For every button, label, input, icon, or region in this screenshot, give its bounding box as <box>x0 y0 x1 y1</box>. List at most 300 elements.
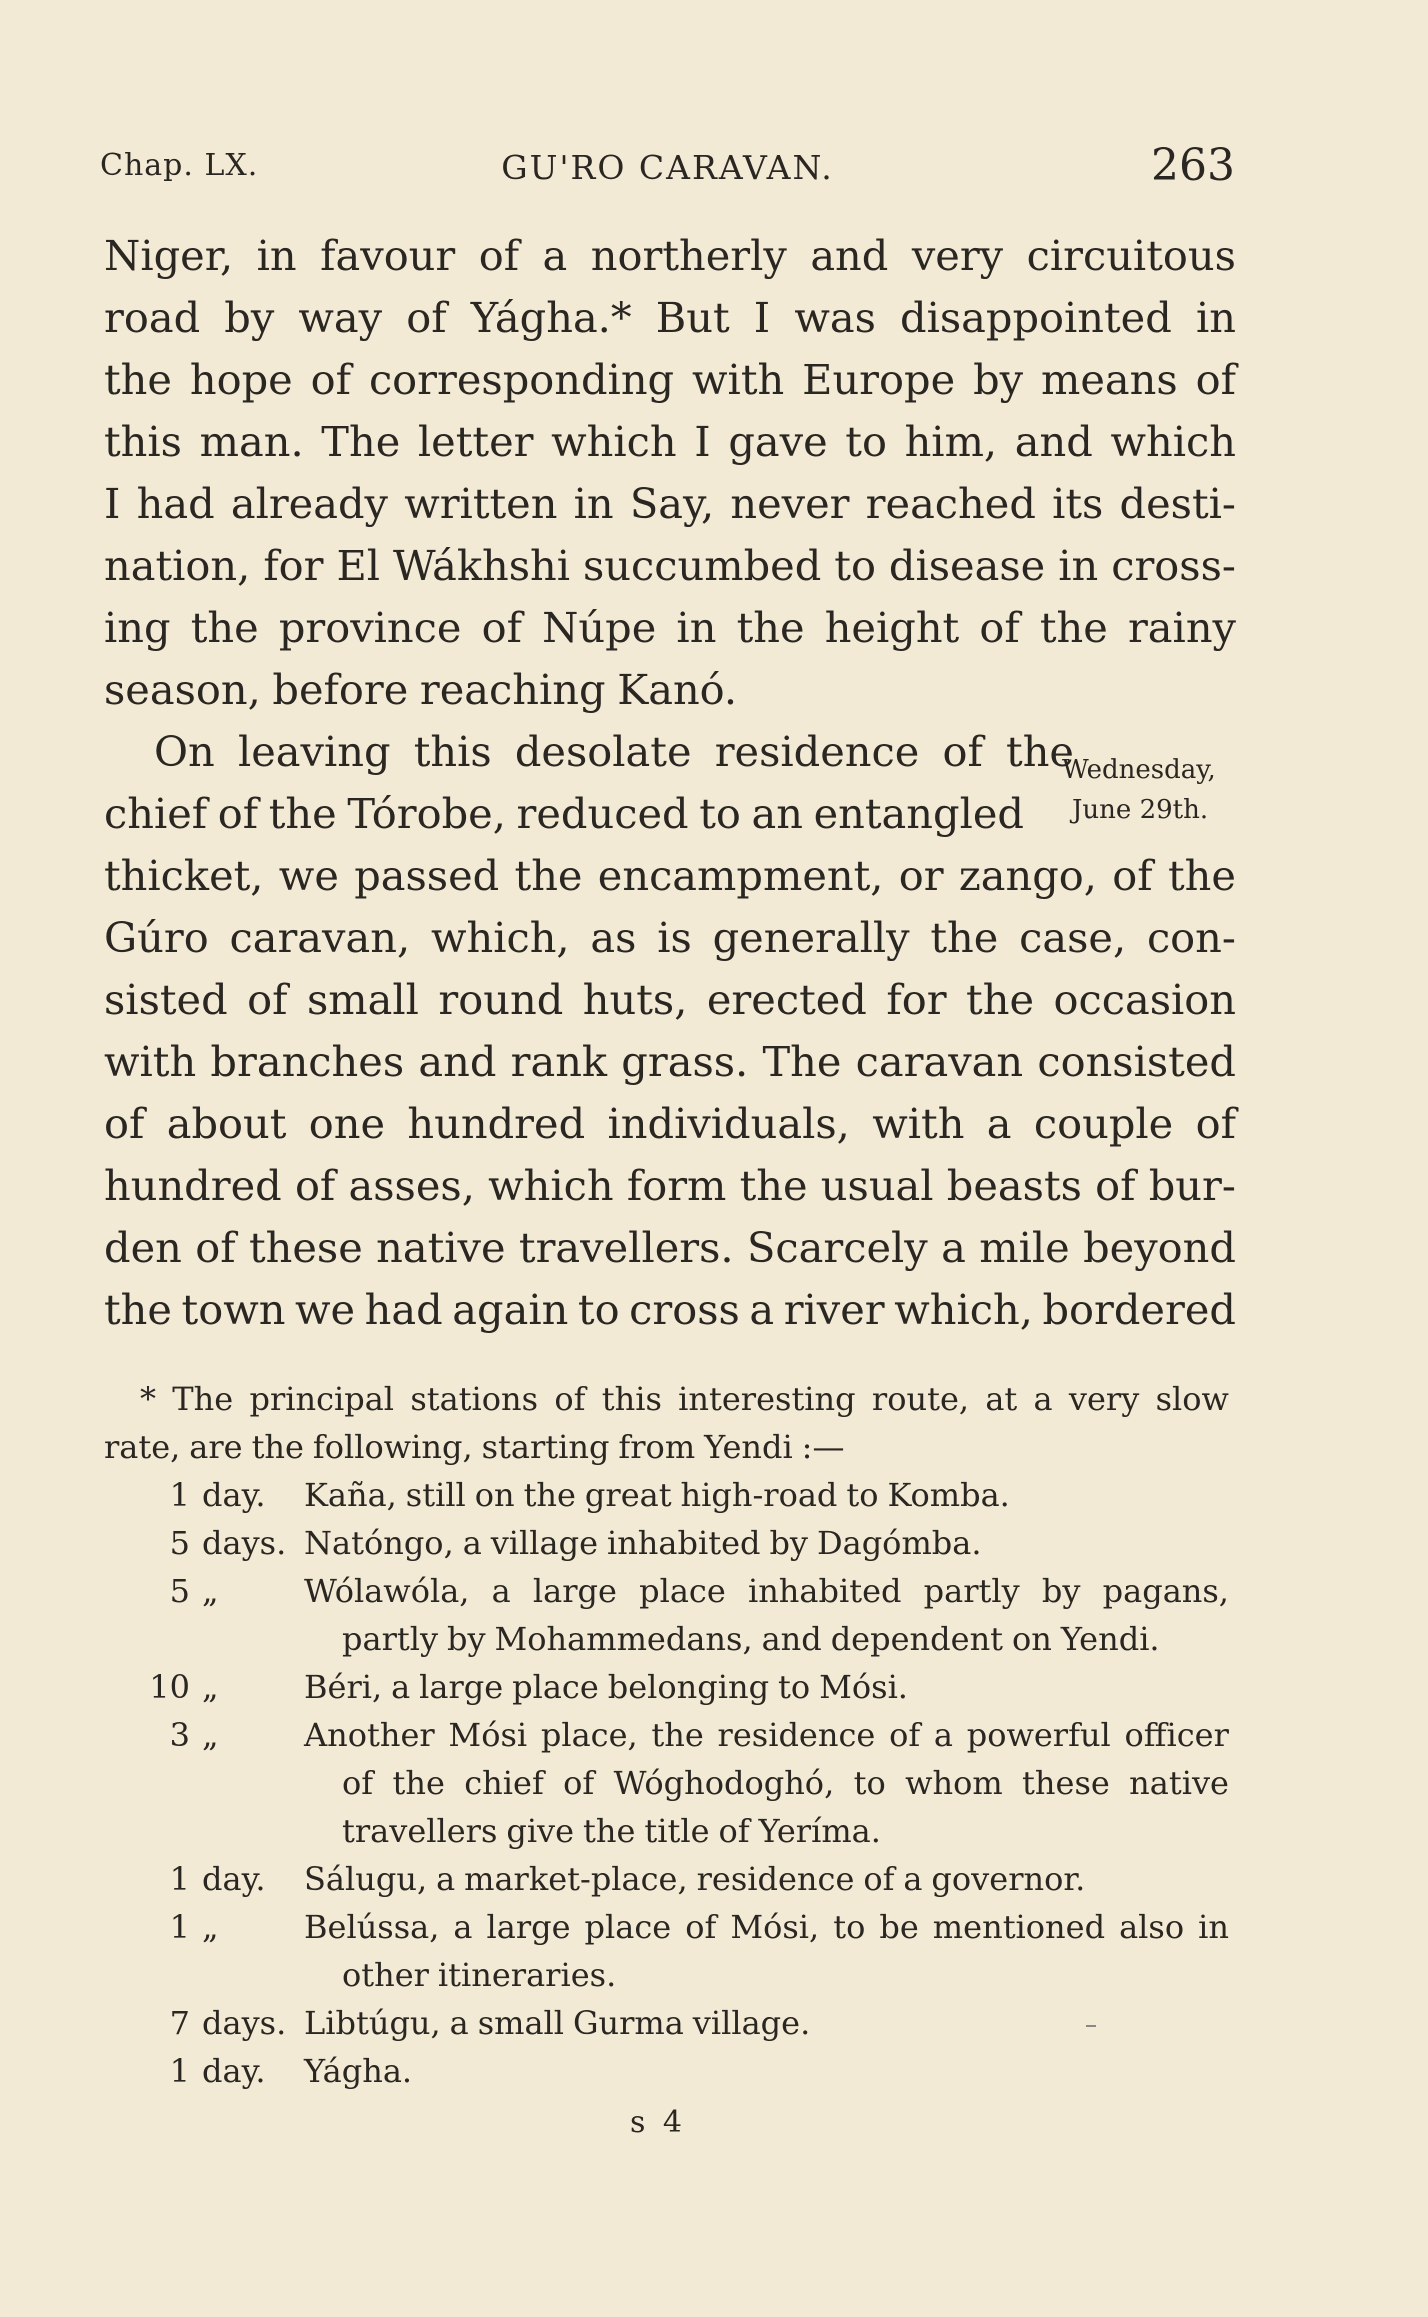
itinerary-entry <box>104 1663 1229 1711</box>
word: hope <box>189 355 293 404</box>
itinerary-distance-unit: day. <box>202 2052 266 2090</box>
word: was <box>794 293 876 342</box>
margin-note-date-line: June 29th. <box>1072 795 1209 825</box>
word: a <box>941 1223 966 1272</box>
itinerary-entry <box>104 1711 1229 1855</box>
word: powerful <box>966 1716 1111 1754</box>
word: the <box>966 975 1035 1024</box>
itinerary-entry <box>104 1519 1229 1567</box>
itinerary-description-line <box>304 1519 1229 1567</box>
word: inhabited <box>606 1524 761 1562</box>
word: the <box>104 355 172 404</box>
word: one <box>308 1099 386 1148</box>
word: starting <box>481 1428 610 1466</box>
word: northerly <box>590 231 787 280</box>
itinerary-description-line <box>304 1855 1229 1903</box>
word: mile <box>979 1223 1070 1272</box>
word: of <box>342 1764 374 1802</box>
word: occasion <box>1053 975 1236 1024</box>
word: Komba. <box>887 1476 1010 1514</box>
word: and <box>1014 417 1093 466</box>
word: letter <box>417 417 534 466</box>
itinerary-description-line <box>304 1903 1229 1951</box>
word: of <box>217 789 259 838</box>
word: residence <box>696 1860 855 1898</box>
word: had <box>364 1285 443 1334</box>
word: * <box>140 1380 156 1418</box>
word: officer <box>1124 1716 1229 1754</box>
word: this <box>601 1380 662 1418</box>
word: never <box>730 479 850 528</box>
word: Sálugu, <box>304 1860 428 1898</box>
word: had <box>136 479 215 528</box>
word: caravan <box>855 1037 1024 1086</box>
word: the <box>104 1285 172 1334</box>
word: a <box>449 2004 469 2042</box>
word: residence <box>714 727 920 776</box>
word: case, <box>1019 913 1127 962</box>
word: rate, <box>104 1428 181 1466</box>
word: El <box>336 541 381 590</box>
text-line <box>104 411 1236 473</box>
itinerary-entry <box>104 1855 1229 1903</box>
word: on <box>474 1476 515 1514</box>
word: a <box>542 231 568 280</box>
word: very <box>911 231 1004 280</box>
itinerary-list <box>104 1471 1229 2095</box>
word: a <box>903 1860 923 1898</box>
word: place <box>639 1572 726 1610</box>
text-line <box>104 535 1236 597</box>
word: this <box>104 417 182 466</box>
word: in <box>1195 293 1236 342</box>
word: the <box>1006 727 1074 776</box>
word: round <box>438 975 564 1024</box>
word: a <box>391 1668 411 1706</box>
word: large <box>532 1572 617 1610</box>
itinerary-distance <box>104 2047 294 2095</box>
word: But <box>655 293 730 342</box>
word: Yágha. <box>304 2052 413 2090</box>
word: individuals, <box>607 1099 850 1148</box>
word: by <box>224 293 275 342</box>
itinerary-distance-unit: days. <box>202 2004 287 2042</box>
word: of <box>685 1908 717 1946</box>
word: a <box>453 1908 473 1946</box>
word: great <box>584 1476 672 1514</box>
word: native <box>1129 1764 1229 1802</box>
word: Mósi, <box>730 1908 820 1946</box>
itinerary-distance <box>104 1903 294 1951</box>
word: Dagómba. <box>816 1524 982 1562</box>
word: thicket, <box>104 851 264 900</box>
word: route, <box>871 1380 970 1418</box>
word: Gurma <box>572 2004 684 2042</box>
word: the <box>523 1476 576 1514</box>
word: whom <box>905 1764 1003 1802</box>
word: of <box>563 1764 595 1802</box>
word: village. <box>692 2004 811 2042</box>
word: a <box>986 1099 1012 1148</box>
chapter-label: Chap. LX. <box>100 148 259 183</box>
word: of <box>1112 851 1153 900</box>
word: in <box>256 231 297 280</box>
word: be <box>879 1908 919 1946</box>
word: of <box>310 355 352 404</box>
word: itineraries. <box>437 1956 617 1994</box>
word: the <box>1039 603 1108 652</box>
word: of <box>1195 1099 1236 1148</box>
word: with <box>872 1099 965 1148</box>
word: I <box>104 479 121 528</box>
margin-note-weekday: Wednesday, <box>1062 755 1216 785</box>
word: Wólawóla, <box>304 1572 470 1610</box>
text-line <box>104 1093 1236 1155</box>
text-line <box>104 287 1236 349</box>
word: the <box>251 1428 304 1466</box>
word: very <box>1068 1380 1140 1418</box>
word: of <box>889 1716 921 1754</box>
word: leaving <box>237 727 391 776</box>
text-line <box>104 969 1236 1031</box>
itinerary-distance <box>104 1663 294 1711</box>
word: place <box>584 1908 672 1946</box>
page-number: 263 <box>1151 140 1235 191</box>
word: following, <box>312 1428 473 1466</box>
word: reduced <box>516 789 689 838</box>
word: a <box>933 1716 953 1754</box>
word: succumbed <box>583 541 822 590</box>
word: title <box>644 1812 710 1850</box>
word: of <box>247 975 288 1024</box>
word: The <box>321 417 401 466</box>
itinerary-distance-unit: „ <box>202 1668 219 1706</box>
word: zango, <box>958 851 1097 900</box>
word: the <box>268 789 337 838</box>
word: a <box>491 1572 511 1610</box>
word: to <box>577 1285 620 1334</box>
word: consisted <box>1037 1037 1236 1086</box>
word: beyond <box>1083 1223 1236 1272</box>
word: Yágha.* <box>470 293 632 342</box>
word: on <box>1011 1620 1052 1658</box>
word: the <box>190 603 259 652</box>
word: about <box>166 1099 287 1148</box>
word: slow <box>1155 1380 1229 1418</box>
word: Scarcely <box>746 1223 928 1272</box>
text-line <box>104 907 1236 969</box>
word: of <box>1095 1161 1136 1210</box>
word: to <box>778 1668 811 1706</box>
word: the <box>583 1812 636 1850</box>
footnote-intro-line <box>104 1375 1229 1423</box>
text-line <box>104 1031 1236 1093</box>
ink-speck <box>1086 2025 1096 2027</box>
word: corresponding <box>368 355 675 404</box>
itinerary-distance <box>104 1855 294 1903</box>
itinerary-description-line <box>304 1759 1229 1807</box>
word: are <box>189 1428 243 1466</box>
itinerary-distance-number: 1 <box>169 1860 190 1898</box>
word: the <box>392 1764 445 1802</box>
word: and <box>418 1037 497 1086</box>
word: of <box>481 603 522 652</box>
itinerary-description-line <box>304 1951 1229 1999</box>
word: small <box>477 2004 564 2042</box>
running-title: GU'RO CARAVAN. <box>501 148 834 187</box>
word: market-place, <box>464 1860 688 1898</box>
word: chief <box>104 789 208 838</box>
word: disease <box>888 541 1046 590</box>
word: for <box>886 975 947 1024</box>
word: Libtúgu, <box>304 2004 441 2042</box>
word: with <box>692 355 785 404</box>
word: Yendi <box>704 1428 793 1466</box>
word: which <box>551 417 677 466</box>
word: caravan, <box>229 913 411 962</box>
word: to <box>834 541 876 590</box>
word: bur- <box>1148 1161 1236 1210</box>
text-line <box>104 1217 1236 1279</box>
word: The <box>172 1380 234 1418</box>
word: den <box>104 1223 182 1272</box>
word: which <box>1110 417 1236 466</box>
text-line <box>104 1155 1236 1217</box>
word: means <box>1041 355 1178 404</box>
word: these <box>1022 1764 1110 1802</box>
word: interesting <box>678 1380 856 1418</box>
word: its <box>1052 479 1104 528</box>
itinerary-entry <box>104 2047 1229 2095</box>
word: rainy <box>1127 603 1236 652</box>
itinerary-distance-number: 1 <box>169 1476 190 1514</box>
text-line <box>104 721 1074 783</box>
word: the <box>930 913 999 962</box>
word: Mósi. <box>819 1668 908 1706</box>
word: huts, <box>582 975 688 1024</box>
word: Mósi <box>448 1716 528 1754</box>
word: still <box>405 1476 466 1514</box>
word: these <box>248 1223 363 1272</box>
word: with <box>104 1037 197 1086</box>
word: height <box>824 603 960 652</box>
word: of <box>294 1161 336 1210</box>
word: which, <box>430 913 570 962</box>
word: Yendi. <box>1060 1620 1160 1658</box>
text-line <box>104 597 1236 659</box>
itinerary-distance-unit: day. <box>202 1860 266 1898</box>
word: in <box>573 479 614 528</box>
itinerary-entry <box>104 1903 1229 1999</box>
word: for <box>263 541 324 590</box>
word: and <box>810 231 889 280</box>
word: already <box>230 479 388 528</box>
word: before <box>272 665 409 714</box>
text-line <box>104 1279 1236 1341</box>
word: large <box>486 1908 571 1946</box>
word: the <box>739 1161 808 1210</box>
itinerary-description-line <box>304 1711 1229 1759</box>
word: of <box>863 1860 895 1898</box>
word: by <box>973 355 1024 404</box>
text-line <box>104 783 1024 845</box>
word: cross- <box>1111 541 1236 590</box>
word: governor. <box>931 1860 1086 1898</box>
word: way <box>298 293 383 342</box>
word: province <box>278 603 462 652</box>
itinerary-distance-unit: „ <box>202 1716 219 1754</box>
word: road <box>104 293 201 342</box>
word: travellers <box>342 1812 498 1850</box>
word: from <box>618 1428 696 1466</box>
word: disappointed <box>900 293 1172 342</box>
word: desti- <box>1119 479 1236 528</box>
word: of <box>478 231 520 280</box>
word: again <box>452 1285 569 1334</box>
word: Béri, <box>304 1668 383 1706</box>
itinerary-description-line <box>304 1999 1229 2047</box>
word: him, <box>904 417 998 466</box>
word: nation, <box>104 541 251 590</box>
itinerary-distance-unit: „ <box>202 1572 219 1610</box>
running-header <box>100 140 1235 200</box>
itinerary-distance <box>104 1471 294 1519</box>
itinerary-distance-number: 5 <box>169 1572 190 1610</box>
word: partly <box>342 1620 439 1658</box>
word: by <box>769 1524 808 1562</box>
word: travellers. <box>518 1223 734 1272</box>
word: of <box>979 603 1020 652</box>
word: bordered <box>1042 1285 1236 1334</box>
itinerary-distance-number: 3 <box>169 1716 190 1754</box>
word: rank <box>510 1037 608 1086</box>
word: hundred <box>104 1161 282 1210</box>
word: usual <box>820 1161 934 1210</box>
word: or <box>898 851 944 900</box>
word: On <box>154 727 215 776</box>
word: village <box>490 1524 598 1562</box>
word: couple <box>1033 1099 1174 1148</box>
word: a <box>1033 1380 1053 1418</box>
word: we <box>295 1285 356 1334</box>
word: in <box>676 603 717 652</box>
word: also <box>1119 1908 1185 1946</box>
word: native <box>376 1223 506 1272</box>
word: to <box>845 417 887 466</box>
word: by <box>446 1620 486 1658</box>
word: we <box>278 851 339 900</box>
word: river <box>783 1285 885 1334</box>
word: Kaña, <box>304 1476 397 1514</box>
word: as <box>590 913 637 962</box>
word: favour <box>320 231 456 280</box>
word: pagans, <box>1102 1572 1229 1610</box>
itinerary-distance-unit: day. <box>202 1476 266 1514</box>
itinerary-entry <box>104 1471 1229 1519</box>
itinerary-distance-unit: „ <box>202 1908 219 1946</box>
text-line <box>104 659 1236 721</box>
itinerary-description-line <box>304 1567 1229 1615</box>
word: The <box>762 1037 842 1086</box>
word: Wóghodoghó, <box>613 1764 835 1802</box>
word: Say, <box>629 479 715 528</box>
word: season, <box>104 665 261 714</box>
word: the <box>1167 851 1236 900</box>
word: entangled <box>813 789 1024 838</box>
word: Mohammedans, <box>494 1620 753 1658</box>
word: and <box>761 1620 822 1658</box>
word: Natóngo, <box>304 1524 454 1562</box>
word: to <box>699 789 741 838</box>
text-line <box>104 225 1236 287</box>
word: inhabited <box>747 1572 902 1610</box>
word: belonging <box>607 1668 770 1706</box>
word: small <box>307 975 419 1024</box>
word: residence <box>717 1716 876 1754</box>
word: large <box>419 1668 504 1706</box>
word: beasts <box>946 1161 1082 1210</box>
word: to <box>846 1476 879 1514</box>
itinerary-distance-unit: days. <box>202 1524 287 1562</box>
text-line <box>104 473 1236 535</box>
word: chief <box>464 1764 544 1802</box>
word: passed <box>354 851 500 900</box>
word: other <box>342 1956 429 1994</box>
word: :— <box>801 1428 845 1466</box>
word: which, <box>894 1285 1033 1334</box>
footnote <box>104 1375 1229 2095</box>
word: ing <box>104 603 171 652</box>
itinerary-distance-number: 7 <box>169 2004 190 2042</box>
word: reached <box>865 479 1036 528</box>
itinerary-description-line <box>304 1471 1229 1519</box>
word: principal <box>249 1380 395 1418</box>
word: Kanó. <box>617 665 738 714</box>
word: Niger, <box>104 231 234 280</box>
word: at <box>985 1380 1018 1418</box>
word: encampment, <box>597 851 884 900</box>
word: to <box>853 1764 886 1802</box>
word: Wákhshi <box>393 541 571 590</box>
word: dependent <box>830 1620 1004 1658</box>
word: reaching <box>419 665 606 714</box>
word: gave <box>728 417 828 466</box>
word: a <box>749 1285 775 1334</box>
word: town <box>181 1285 286 1334</box>
itinerary-distance-number: 5 <box>169 1524 190 1562</box>
word: of <box>1195 355 1236 404</box>
itinerary-distance <box>104 1711 294 1759</box>
word: asses, <box>348 1161 475 1210</box>
word: Gúro <box>104 913 209 962</box>
itinerary-description-line <box>304 2047 1229 2095</box>
word: partly <box>923 1572 1020 1610</box>
word: sisted <box>104 975 228 1024</box>
word: in <box>1058 541 1099 590</box>
word: of <box>104 1099 145 1148</box>
word: give <box>506 1812 575 1850</box>
word: of <box>718 1812 750 1850</box>
word: a <box>462 1524 482 1562</box>
itinerary-distance-number: 1 <box>169 1908 190 1946</box>
word: place, <box>540 1716 638 1754</box>
word: high-road <box>680 1476 838 1514</box>
word: I <box>753 293 771 342</box>
word: erected <box>706 975 867 1024</box>
word: is <box>657 913 692 962</box>
word: Another <box>304 1716 435 1754</box>
itinerary-description-line <box>304 1615 1229 1663</box>
